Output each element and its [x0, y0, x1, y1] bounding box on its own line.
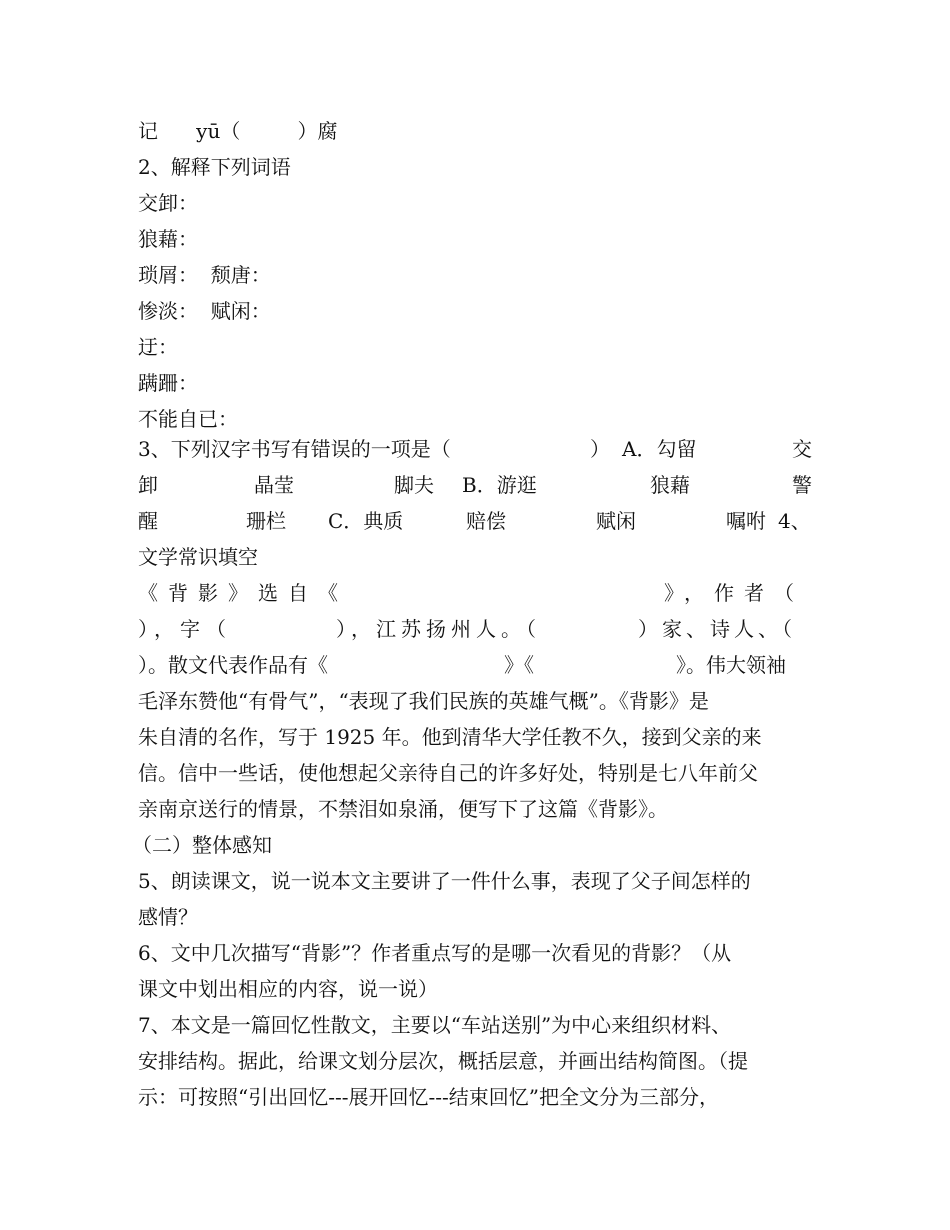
vocab-line: 记 yū（ ）腐: [138, 119, 338, 143]
q5-line: 感情？: [138, 905, 198, 929]
q3-text: 卸: [138, 473, 158, 497]
q4-text: ）家、诗人、（: [638, 617, 796, 641]
vocab-line: 蹒跚：: [138, 371, 198, 395]
vocab-line: 交卸：: [138, 191, 198, 215]
q7-line: 7、本文是一篇回忆性散文，主要以“车站送别”为中心来组织材料、: [138, 1013, 732, 1037]
q4-text: ），江苏扬州人。（: [336, 617, 541, 641]
vocab-line: 惨淡： 赋闲：: [138, 299, 271, 323]
q3-text: 脚夫: [394, 473, 434, 497]
q3-text: ）: [590, 437, 610, 461]
q3-text: 赋闲: [596, 509, 636, 533]
q3-text: 醒: [138, 509, 158, 533]
q3-text: 珊栏: [246, 509, 286, 533]
q3-text: 晶莹: [254, 473, 294, 497]
vocab-line: 不能自已：: [138, 407, 238, 431]
paragraph-line: 朱自清的名作，写于 1925 年。他到清华大学任教不久，接到父亲的来: [138, 725, 762, 749]
q6-line: 课文中划出相应的内容，说一说）: [138, 977, 438, 1001]
vocab-line: 琐屑： 颓唐：: [138, 263, 271, 287]
q4-text: 》《: [504, 653, 534, 677]
q4-text: 》。伟大领袖: [676, 653, 786, 677]
vocab-line: 迂：: [138, 335, 178, 359]
q6-line: 6、文中几次描写“背影”？作者重点写的是哪一次看见的背影？（从: [138, 941, 732, 965]
q3-text: 赔偿: [466, 509, 506, 533]
q3-option: B．游逛: [462, 473, 537, 497]
q4-text: ）。散文代表作品有《: [138, 653, 328, 677]
paragraph-line: 亲南京送行的情景，不禁泪如泉涌，便写下了这篇《背影》。: [138, 797, 668, 821]
q4-text: ），字（: [138, 617, 232, 641]
q7-line: 示：可按照“引出回忆---展开回忆---结束回忆”把全文分为三部分，: [138, 1085, 719, 1109]
paragraph-line: 毛泽东赞他“有骨气”，“表现了我们民族的英雄气概”。《背影》是: [138, 689, 709, 713]
q4-number: 4、: [778, 509, 811, 533]
q4-heading: 文学常识填空: [138, 545, 258, 569]
q2-heading: 2、解释下列词语: [138, 155, 291, 179]
paragraph-line: 信。信中一些话，使他想起父亲待自己的许多好处，特别是七八年前父: [138, 761, 758, 785]
q3-text: 3、下列汉字书写有错误的一项是（: [138, 437, 451, 461]
q4-text: 《背影》选自《: [138, 581, 348, 605]
q3-option: C．典质: [328, 509, 404, 533]
q3-text: 狼藉: [650, 473, 690, 497]
q5-line: 5、朗读课文，说一说本文主要讲了一件什么事，表现了父子间怎样的: [138, 869, 751, 893]
q3-text: 警: [792, 473, 812, 497]
q3-option: A．勾留: [622, 437, 697, 461]
q7-line: 安排结构。据此，给课文划分层次，概括层意，并画出结构简图。（提: [138, 1049, 748, 1073]
section-heading: （二）整体感知: [132, 833, 272, 857]
q3-text: 交: [792, 437, 812, 461]
vocab-line: 狼藉：: [138, 227, 198, 251]
q4-text: 》，作者（: [664, 581, 804, 605]
q3-text: 嘱咐: [726, 509, 766, 533]
